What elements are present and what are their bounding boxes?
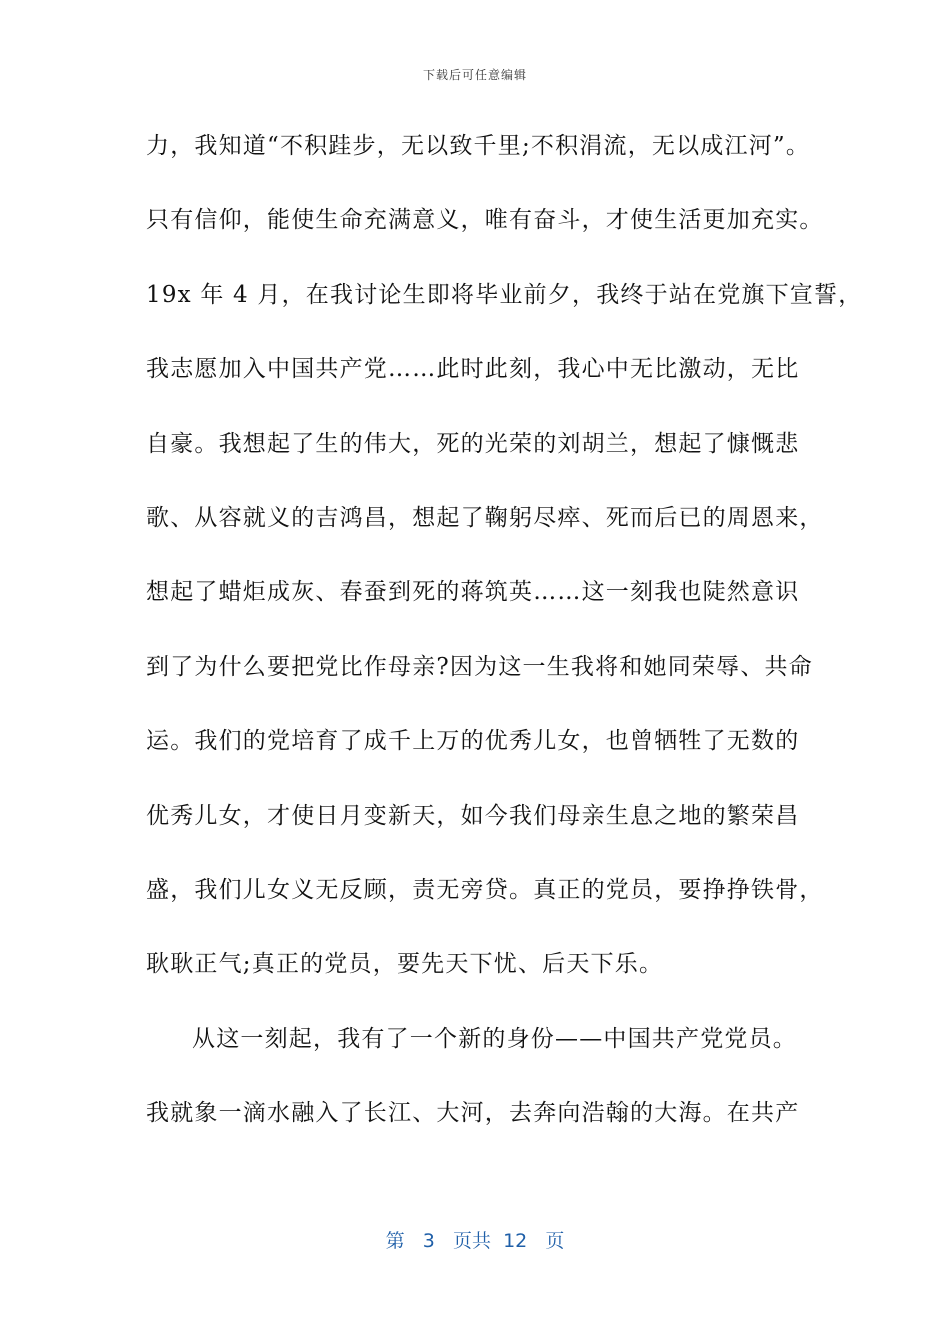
page-number-footer bbox=[0, 1226, 950, 1253]
body-line: 自豪。我想起了生的伟大，死的光荣的刘胡兰，想起了慷慨悲 bbox=[146, 430, 800, 457]
body-line: 耿耿正气;真正的党员，要先天下忧、后天下乐。 bbox=[146, 951, 664, 978]
document-body bbox=[146, 124, 863, 1165]
body-line: 歌、从容就义的吉鸿昌，想起了鞠躬尽瘁、死而后已的周恩来， bbox=[146, 504, 824, 531]
page-suffix: 页 bbox=[545, 1230, 565, 1252]
body-line: 优秀儿女，才使日月变新天，如今我们母亲生息之地的繁荣昌 bbox=[146, 802, 800, 829]
page-prefix: 第 bbox=[385, 1230, 405, 1252]
body-line: 我志愿加入中国共产党……此时此刻，我心中无比激动，无比 bbox=[146, 356, 800, 383]
body-line: 只有信仰，能使生命充满意义，唯有奋斗，才使生活更加充实。 bbox=[146, 207, 824, 234]
page-total: 12 bbox=[503, 1230, 528, 1252]
page-header-note: 下载后可任意编辑 bbox=[422, 68, 527, 82]
body-line: 想起了蜡炬成灰、春蚕到死的蒋筑英……这一刻我也陡然意识 bbox=[146, 579, 800, 606]
body-line: 盛，我们儿女义无反顾，责无旁贷。真正的党员，要挣挣铁骨， bbox=[146, 876, 824, 903]
body-line: 运。我们的党培育了成千上万的优秀儿女，也曾牺牲了无数的 bbox=[146, 728, 800, 755]
body-line: 19x 年 4 月，在我讨论生即将毕业前夕，我终于站在党旗下宣誓， bbox=[146, 281, 863, 308]
body-line-paragraph-start: 从这一刻起，我有了一个新的身份——中国共产党党员。 bbox=[192, 1025, 797, 1052]
body-line: 力，我知道“不积跬步，无以致千里;不积涓流，无以成江河”。 bbox=[146, 133, 811, 159]
page-mid: 页共 bbox=[452, 1230, 491, 1252]
page-current: 3 bbox=[422, 1230, 435, 1252]
body-line: 到了为什么要把党比作母亲?因为这一生我将和她同荣辱、共命 bbox=[146, 653, 813, 680]
body-line: 我就象一滴水融入了长江、大河，去奔向浩翰的大海。在共产 bbox=[146, 1100, 800, 1127]
